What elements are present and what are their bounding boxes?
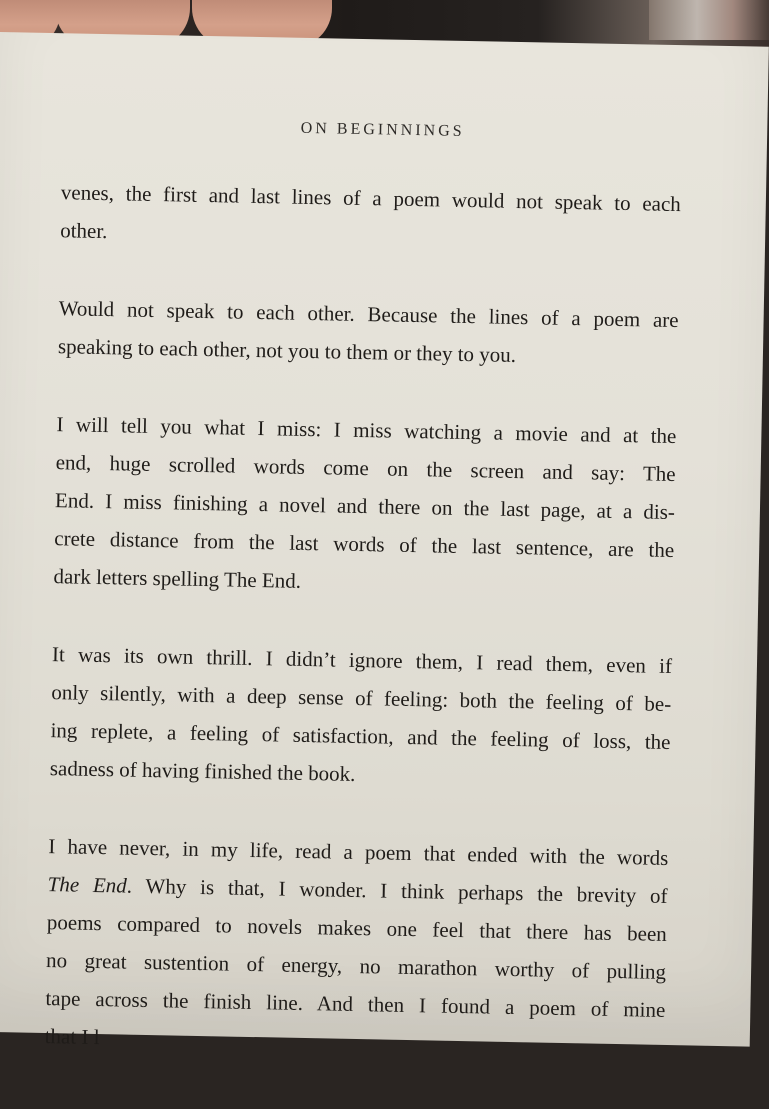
text-line: venes, the first and last lines of a poem would not speak to each xyxy=(60,180,682,217)
text-line: I will tell you what I miss: I miss watching a movie and at the xyxy=(56,412,677,449)
text-line: sadness of having finished the book. xyxy=(49,756,356,786)
italic-phrase: The End xyxy=(47,872,128,898)
text-line: I have never, in my life, read a poem that ended with the words xyxy=(48,834,669,870)
body-text xyxy=(44,173,682,1107)
text-line: only silently, with a deep sense of feeling: both the feeling of be- xyxy=(51,680,672,717)
text-line: speaking to each other, not you to them or they to you. xyxy=(57,334,517,367)
text-line: other. xyxy=(59,218,108,244)
paragraph-1 xyxy=(60,173,681,261)
text-line: that I l xyxy=(44,1024,100,1050)
text-line: poems compared to novels makes one feel that there has been xyxy=(46,910,668,946)
paragraph-3 xyxy=(53,405,677,607)
text-line: It was its own thrill. I didn’t ignore them, I read them, even if xyxy=(51,642,673,679)
background-object xyxy=(649,0,769,40)
text-line: crete distance from the last words of the last sentence, are the xyxy=(54,526,675,563)
text-line: no great sustention of energy, no marathon worthy of pulling xyxy=(45,948,667,984)
text-line: tape across the finish line. And then I found a poem of mine xyxy=(45,986,666,1022)
running-head: ON BEGINNINGS xyxy=(300,119,465,140)
text-line: ing replete, a feeling of satisfaction, and the feeling of loss, the xyxy=(50,718,671,755)
text-line: Would not speak to each other. Because the lines of a poem are xyxy=(58,296,679,333)
paragraph-5 xyxy=(44,827,668,1067)
paragraph-2 xyxy=(58,289,679,377)
text-line: end, huge scrolled words come on the screen and say: The xyxy=(55,450,676,487)
text-line: dark letters spelling The End. xyxy=(53,564,302,593)
book-page xyxy=(0,32,769,1050)
paragraph-4 xyxy=(50,635,673,799)
text-line: End. I miss finishing a novel and there on the last page, at a dis- xyxy=(54,488,676,525)
text-fragment: . Why is that, I wonder. I think perhaps the brevity of xyxy=(126,873,668,908)
